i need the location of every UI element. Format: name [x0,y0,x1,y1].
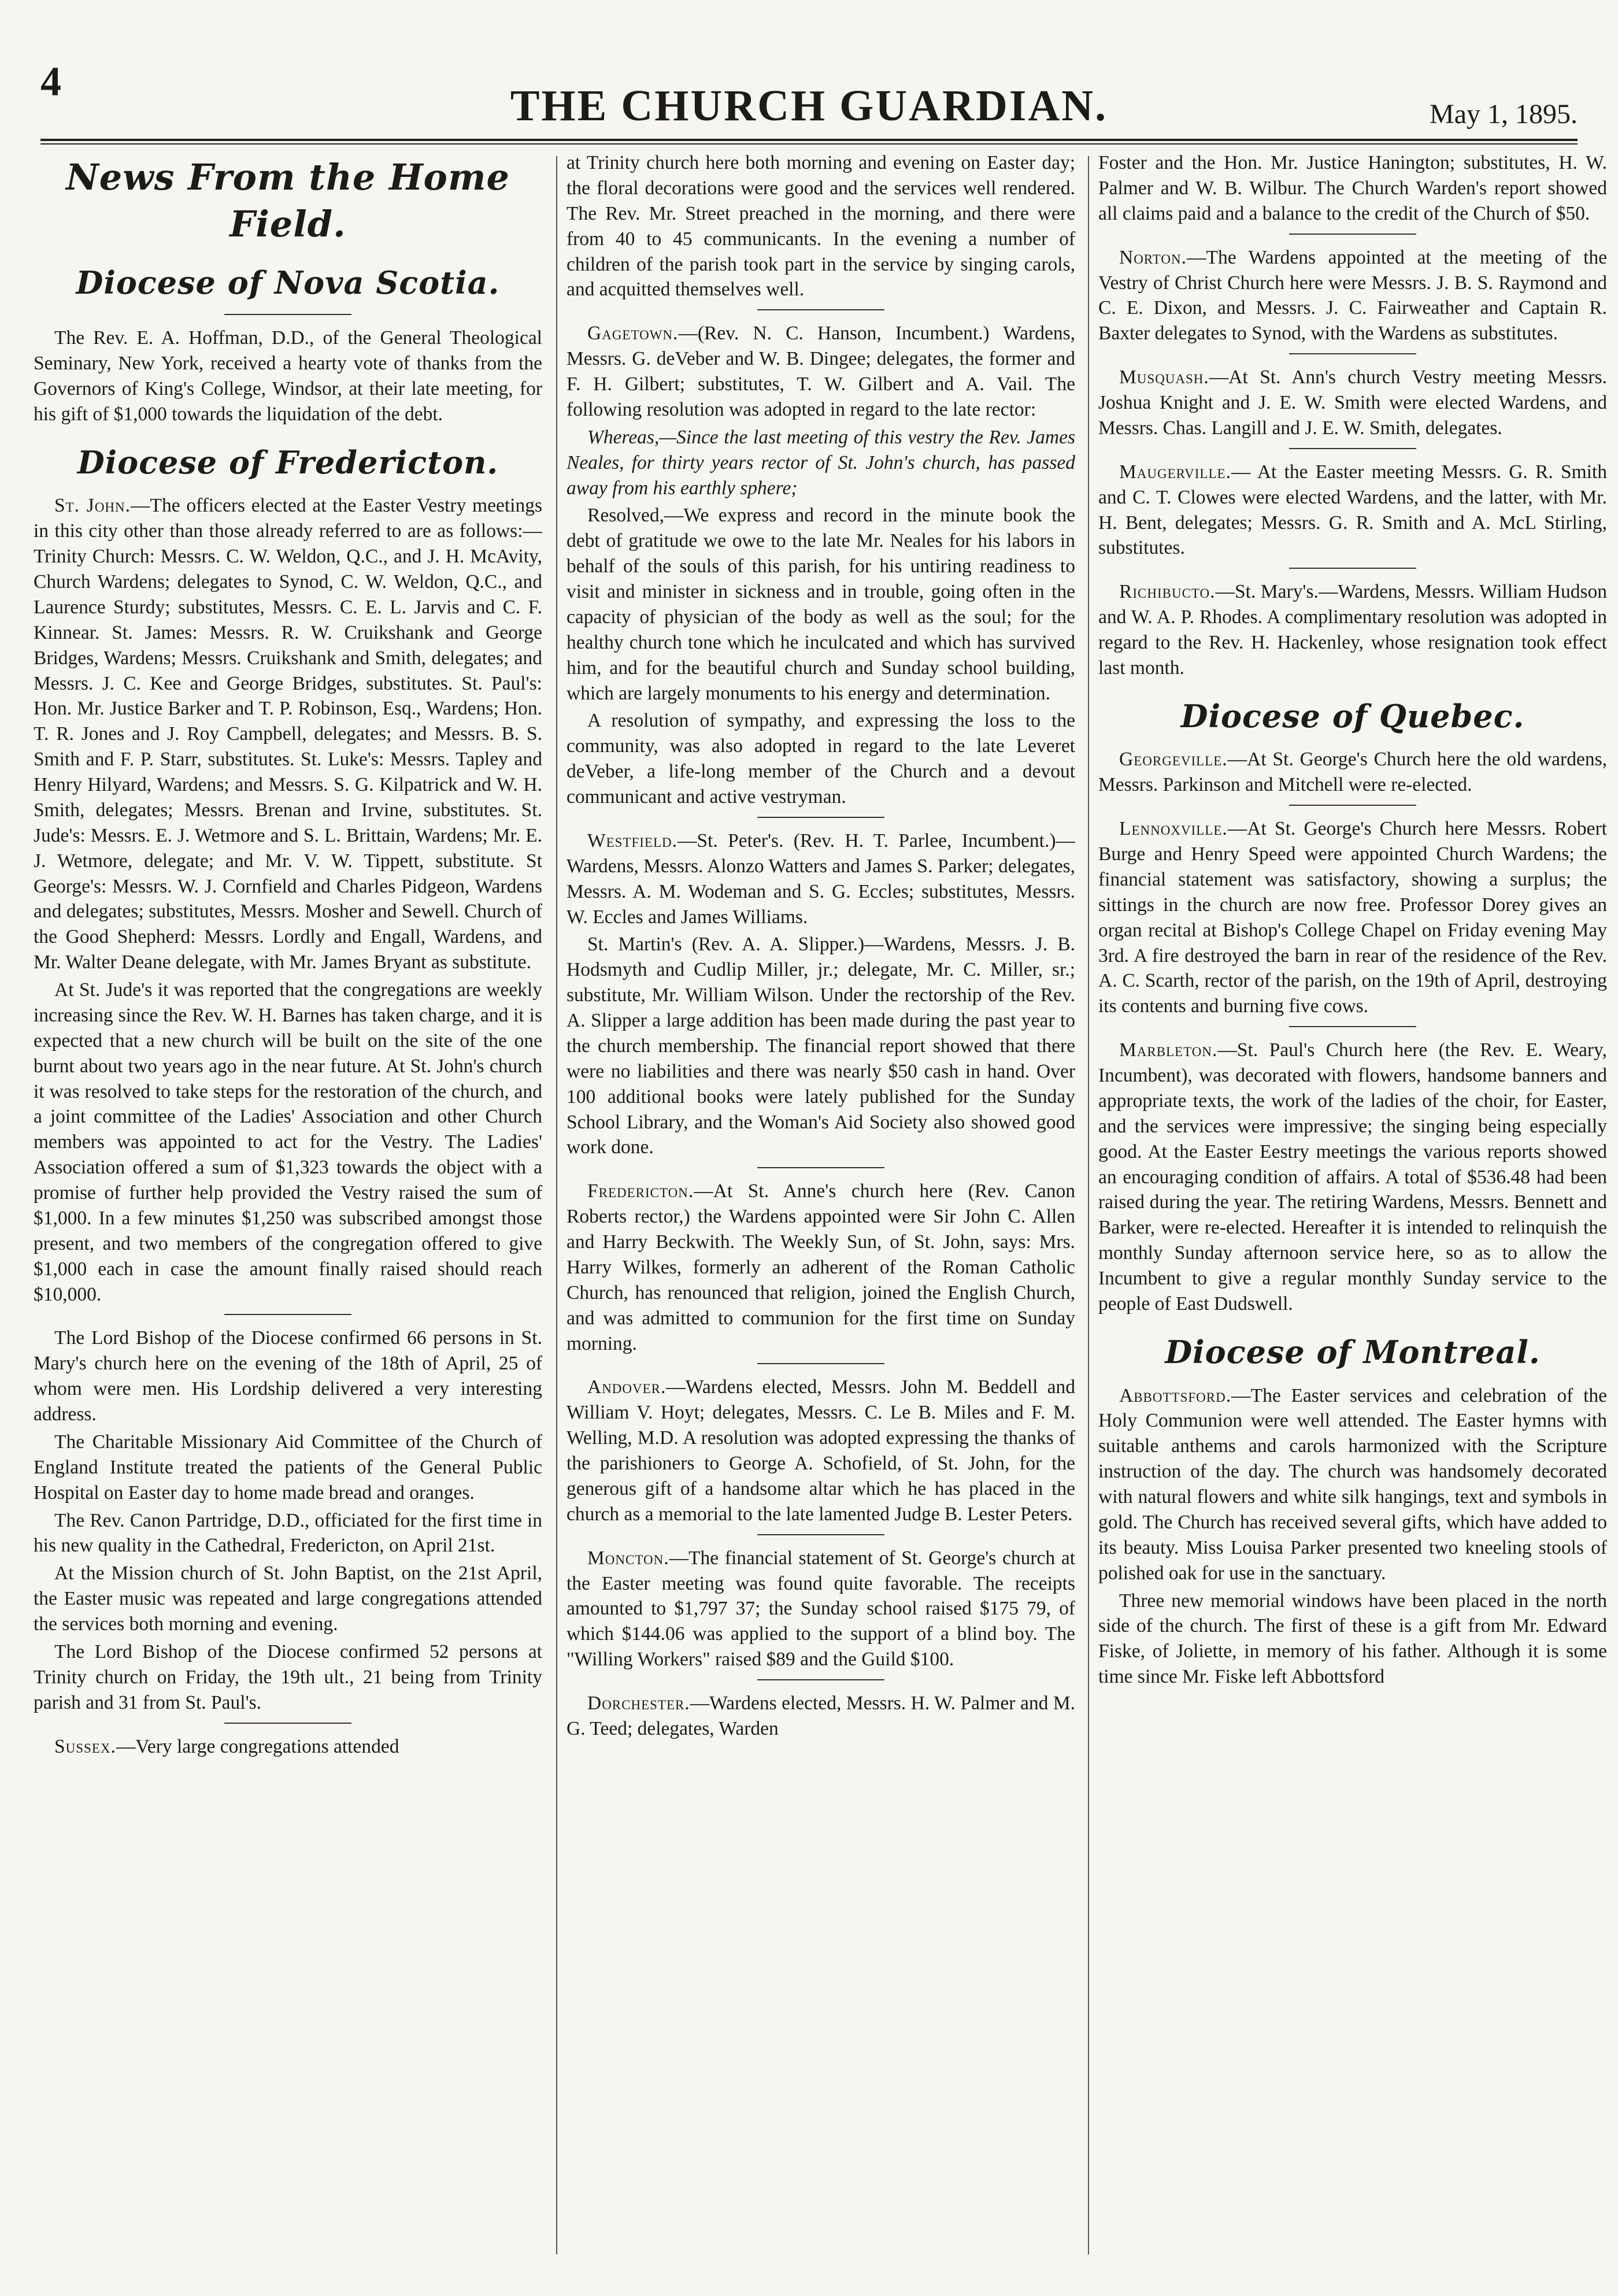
resolution-whereas: Whereas,—Since the last meeting of this vestry the Rev. James Neales, for thirty years rector of St. John's church, has passed away from his earthly sphere; [567,426,1075,499]
place-name: Musquash. [1119,366,1209,388]
section-heading-fredericton: Diocese of Fredericton. [77,443,499,481]
place-name: Maugerville. [1119,461,1231,483]
issue-date: May 1, 1895. [1430,99,1578,129]
news-item-musquash [1098,365,1607,441]
divider [757,1363,884,1364]
place-name: Abbottsford. [1119,1384,1232,1406]
news-item-richibucto [1098,579,1607,681]
section-heading-quebec: Diocese of Quebec. [1180,697,1525,735]
item-text: —St. Paul's Church here (the Rev. E. Weary, Incumbent), was decorated with flowers, handsome banners and appropriate texts, the work of the ladies of the choir, for Easter, and the services were impressive; the singing being especially good. At the Easter Eestry meetings the various reports showed an encouraging condition of affairs. A total of $536.48 had been raised during the year. The retiring Wardens, Messrs. Bennett and Barker, were re-elected. Hereafter it is intended to relinquish the monthly Sunday afternoon service here, so as to allow the Incumbent to give a regular monthly Sunday service to the people of East Dudswell. [1098,1039,1607,1314]
item-text: —At St. George's Church here the old wardens, Messrs. Parkinson and Mitchell were re-elected. [1098,749,1607,796]
divider [757,309,884,310]
item-text: —At St. George's Church here Messrs. Robert Burge and Henry Speed were appointed Church Wardens; the financial statement was satisfactory, showing a surplus; the sittings in the church are now free. Professor Dorey gives an organ recital at Bishop's College Chapel on Friday evening May 3rd. A fire destroyed the barn in rear of the residence of the Rev. A. C. Scarth, rector of the parish, on the 19th of April, destroying its contents and burning five cows. [1098,818,1607,1017]
item-text: —(Rev. N. C. Hanson, Incumbent.) Wardens, Messrs. G. deVeber and W. B. Dingee; delegates, the former and F. H. Gilbert; substitutes, T. W. Gilbert and A. Vail. The following resolution was adopted in regard to the late rector: [567,323,1075,420]
page-number: 4 [40,58,61,105]
item-text: —The Easter services and celebration of the Holy Communion were well attended. The Easter hymns with suitable anthems and carols harmonized with the Scripture instruction of the day. The church was handsomely decorated with natural flowers and white silk hangings, text and symbols in gold. The Church has received several gifts, which have added to its beauty. Miss Louisa Parker presented two kneeling stools of polished oak for use in the sanctuary. [1098,1384,1607,1584]
place-name: St. John. [54,495,131,517]
news-item-norton [1098,245,1607,347]
place-name: Gagetown. [587,323,679,345]
item-text: —St. Mary's.—Wardens, Messrs. William Hudson and W. A. P. Rhodes. A complimentary resolution was adopted in regard to the Rev. H. Hackenley, whose resignation took effect last month. [1098,581,1607,679]
section-heading-montreal: Diocese of Montreal. [1165,1333,1541,1371]
newspaper-title: THE CHURCH GUARDIAN. [510,82,1108,130]
item-text: —Wardens elected, Messrs. John M. Beddell and William V. Hoyt; delegates, Messrs. C. Le B. Miles and F. M. Welling, M.D. A resolution was adopted expressing the thanks of the parishioners to George A. Schofield, of St. John, for the generous gift of a handsome altar which he has placed in the church as a memorial to the late lamented Judge B. Lester Peters. [567,1376,1075,1525]
section-heading-nova-scotia: Diocese of Nova Scotia. [76,264,500,302]
news-item-moncton [567,1546,1075,1672]
place-name: Fredericton. [587,1180,694,1202]
news-item: The Lord Bishop of the Diocese confirmed 52 persons at Trinity church on Friday, the 19th ult., 21 being from Trinity parish and 31 from St. Paul's. [34,1640,542,1713]
news-item-st-john [34,493,542,975]
divider [1289,448,1416,449]
news-item-westfield [567,828,1075,930]
news-item: The Lord Bishop of the Diocese confirmed 66 persons in St. Mary's church here on the evening of the 18th of April, 25 of whom were men. His Lordship delivered a very interesting address. [34,1327,542,1425]
news-item: St. Martin's (Rev. A. A. Slipper.)—Wardens, Messrs. J. B. Hodsmyth and Cudlip Miller, jr.; delegate, Mr. C. Miller, sr.; substitute, Mr. William Wilson. Under the rectorship of the Rev. A. Slipper a large addition has been made during the past year to the church membership. The financial report showed that there were no liabilities and there was nearly $50 cash in hand. Over 100 additional books were lately published for the Sunday School Library, and the Woman's Aid Society also showed good work done. [567,934,1075,1158]
place-name: Andover. [587,1376,667,1398]
news-item-fredericton [567,1179,1075,1356]
item-text: —Very large congregations attended [116,1735,399,1757]
item-text: —The officers elected at the Easter Vestry meetings in this city other than those already referred to are as follows:—Trinity Church: Messrs. C. W. Weldon, Q.C., and J. H. McAvity, Church Wardens; delegates to Synod, C. W. Weldon, Q.C., and Laurence Sturdy; substitutes, Messrs. C. E. L. Jarvis and C. F. Kinnear. St. James: Messrs. R. W. Cruikshank and George Bridges, Wardens; Messrs. Cruikshank and Smith, delegates; and Messrs. J. C. Kee and George Bridges, substitutes. St. Paul's: Hon. Mr. Justice Barker and T. P. Robinson, Esq., Wardens; Hon. T. R. Jones and J. Roy Campbell, delegates; and Messrs. B. S. Smith and F. P. Starr, substitutes. St. Luke's: Messrs. Tapley and Henry Hilyard, Wardens; and Messrs. S. G. Kilpatrick and W. H. Smith, delegates; Messrs. Brenan and Irvine, substitutes. St. Jude's: Messrs. E. J. Wetmore and S. L. Brittain, Wardens; Mr. E. J. Wetmore, delegate; and Mr. V. W. Tippett, substitute. St George's: Messrs. W. J. Cornfield and Charles Pidgeon, Wardens and delegates; substitutes, Messrs. Mosher and Sewell. Church of the Good Shepherd: Messrs. Lordly and Engall, Wardens, and Mr. Walter Deane delegate, with Mr. James Bryant as substitute. [34,495,542,973]
divider [1289,805,1416,806]
item-text: — At the Easter meeting Messrs. G. R. Smith and C. T. Clowes were elected Wardens, and the latter, with Mr. H. Bent, delegates; Messrs. G. R. Smith and A. McL Stirling, substitutes. [1098,461,1607,559]
place-name: Richibucto. [1119,581,1216,603]
masthead-rule-thin [40,143,1578,145]
column-2 [567,150,1075,2266]
news-item: At St. Jude's it was reported that the congregations are weekly increasing since the Rev. W. H. Barnes has taken charge, and it is expected that a new church will be built on the site of the one burnt about two years ago in the near future. At St. John's church it was resolved to take steps for the restoration of the church, and a joint committee of the Ladies' Association and other Church members was appointed to act for the Vestry. The Ladies' Association offered a sum of $1,323 towards the object with a promise of further help provided the Vestry raised the sum of $1,000. In a few minutes $1,250 was subscribed amongst those present, and two members of the congregation offered to give $1,000 each in case the amount finally raised should reach $10,000. [34,979,542,1305]
news-item-abbottsford [1098,1383,1607,1586]
column-divider [556,156,557,2254]
place-name: Lennoxville. [1119,818,1228,840]
news-item: The Charitable Missionary Aid Committee of the Church of England Institute treated the patients of the General Public Hospital on Easter day to home made bread and oranges. [34,1431,542,1503]
place-name: Marbleton. [1119,1039,1218,1061]
divider [224,1314,351,1315]
divider [757,1534,884,1535]
divider [1289,568,1416,569]
news-item: Three new memorial windows have been placed in the north side of the church. The first of these is a gift from Mr. Edward Fiske, of Joliette, in memory of his father. Although it is some time since Mr. Fiske left Abbottsford [1098,1590,1607,1688]
news-item: The Rev. Canon Partridge, D.D., officiated for the first time in his new quality in the Cathedral, Fredericton, on April 21st. [34,1509,542,1557]
news-item-georgeville [1098,747,1607,798]
divider [1289,1026,1416,1027]
divider [757,1167,884,1168]
column-divider [1088,156,1089,2254]
masthead [0,0,1618,145]
news-item-maugerville [1098,460,1607,561]
place-name: Dorchester. [587,1693,690,1714]
column-3 [1098,150,1607,2266]
place-name: Georgeville. [1119,749,1228,771]
news-item: At the Mission church of St. John Baptist, on the 21st April, the Easter music was repeated and large congregations attended the services both morning and evening. [34,1562,542,1635]
item-text: —The Wardens appointed at the meeting of the Vestry of Christ Church here were Messrs. J. B. S. Raymond and C. E. Dixon, and Messrs. J. C. Fairweather and Captain R. Baxter delegates to Synod, with the Wardens as substitutes. [1098,246,1607,345]
divider [757,1679,884,1680]
divider [224,1723,351,1724]
column-1 [34,150,542,2266]
resolution-resolved: Resolved,—We express and record in the minute book the debt of gratitude we owe to the late Mr. Neales for his labors in behalf of the souls of this parish, for his untiring readiness to visit and minister in sickness and in trouble, going often in the capacity of physician of the body as well as the soul; for the healthy church tone which he inculcated and which has survived him, and for the beautiful church and Sunday school building, which are largely monuments to his energy and determination. [567,505,1075,704]
place-name: Moncton. [587,1547,669,1569]
news-item: Foster and the Hon. Mr. Justice Hanington; substitutes, H. W. Palmer and W. B. Wilbur. The Church Warden's report showed all claims paid and a balance to the credit of the Church of $50. [1098,152,1607,224]
place-name: Sussex. [54,1735,116,1757]
place-name: Westfield. [587,829,678,851]
news-item-andover [567,1375,1075,1527]
item-text: —At St. Ann's church Vestry meeting Messrs. Joshua Knight and J. E. W. Smith were elected Wardens, and Messrs. Chas. Langill and J. E. W. Smith, delegates. [1098,366,1607,439]
divider [1289,234,1416,235]
news-item-marbleton [1098,1038,1607,1317]
item-text: —Wardens elected, Messrs. H. W. Palmer and M. G. Teed; delegates, Warden [567,1693,1075,1739]
news-item: at Trinity church here both morning and evening on Easter day; the floral decorations were good and the services well rendered. The Rev. Mr. Street preached in the morning, and there were from 40 to 45 communicants. In the evening a number of children of the parish took part in the service by singing carols, and acquitted themselves well. [567,152,1075,301]
masthead-rule [40,139,1578,141]
divider [224,314,351,315]
divider [757,817,884,818]
divider [1289,353,1416,354]
place-name: Norton. [1119,246,1187,268]
news-item-lennoxville [1098,816,1607,1019]
news-item: The Rev. E. A. Hoffman, D.D., of the General Theological Seminary, New York, received a hearty vote of thanks from the Governors of King's College, Windsor, at their late meeting, for his gift of $1,000 towards the liquidation of the debt. [34,327,542,425]
item-text: —St. Peter's. (Rev. H. T. Parlee, Incumbent.)—Wardens, Messrs. Alonzo Watters and James S. Parker; delegates, Messrs. A. M. Wodeman and S. G. Eccles; substitutes, Messrs. W. Eccles and James Williams. [567,829,1075,928]
item-text: —The financial statement of St. George's church at the Easter meeting was found quite favorable. The receipts amounted to $1,797 37; the Sunday school raised $175 79, of which $144.06 was applied to the support of a blind boy. The "Willing Workers" raised $89 and the Guild $100. [567,1547,1075,1671]
news-item: A resolution of sympathy, and expressing the loss to the community, was also adopted in regard to the late Leveret deVeber, a life-long member of the Church and a devout communicant and active vestryman. [567,710,1075,808]
news-item-gagetown [567,321,1075,423]
news-item-dorchester [567,1691,1075,1742]
news-item-sussex [34,1734,542,1760]
main-banner-heading: News From the Home Field. [66,156,510,246]
item-text: —At St. Anne's church here (Rev. Canon Roberts rector,) the Wardens appointed were Sir John C. Allen and Harry Beckwith. The Weekly Sun, of St. John, says: Mrs. Harry Wilkes, formerly an adherent of the Roman Catholic Church, has renounced that religion, joined the English Church, and was admitted to communion for the first time on Sunday morning. [567,1180,1075,1354]
